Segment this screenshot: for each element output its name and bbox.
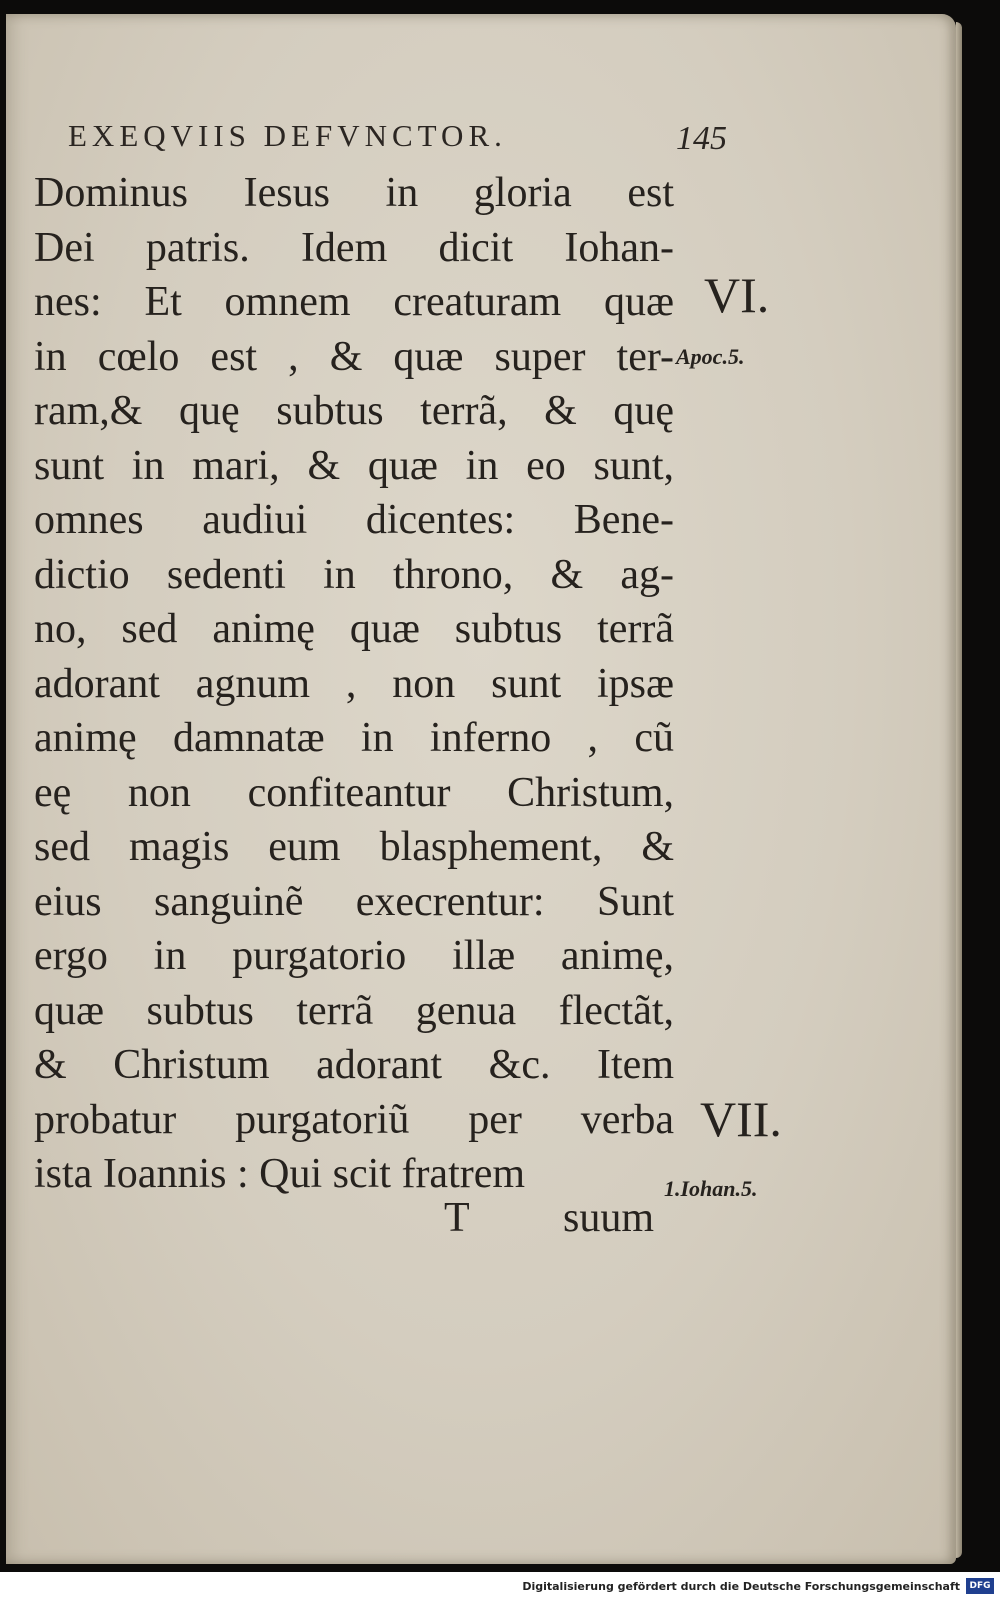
text-line: & Christum adorant &c. Item: [34, 1042, 674, 1088]
text-line: quæ subtus terrã genua flectãt,: [34, 987, 674, 1034]
body-text: [34, 166, 674, 1202]
text-line: Dei patris. Idem dicit Iohan-: [34, 224, 674, 271]
page-number: 145: [676, 120, 727, 157]
text-line: dictio sedenti in throno, & ag-: [34, 551, 674, 598]
text-line: ergo in purgatorio illæ animę,: [34, 933, 674, 979]
text-line: ram,& quę subtus terrã, & quę: [34, 388, 674, 434]
text-line: omnes audiui dicentes: Bene-: [34, 497, 674, 543]
text-line: no, sed animę quæ subtus terrã: [34, 606, 674, 652]
text-line: Dominus Iesus in gloria est: [34, 170, 674, 216]
text-line: eius sanguinẽ execrentur: Sunt: [34, 878, 674, 925]
catch-row: [34, 1190, 674, 1246]
text-line: sed magis eum blasphement, &: [34, 824, 674, 870]
text-line: nes: Et omnem creaturam quæ: [34, 279, 674, 325]
text-line: ista Ioannis : Qui scit fratrem: [34, 1151, 526, 1197]
text-line: in cœlo est , & quæ super ter-: [34, 333, 674, 380]
text-line: adorant agnum , non sunt ipsæ: [34, 660, 674, 707]
footer-bar: [0, 1572, 1000, 1603]
footer-credit: Digitalisierung gefördert durch die Deutsche Forschungsgemeinschaft: [522, 1580, 960, 1593]
page-edge: [956, 22, 962, 1558]
running-head: EXEQVIIS DEFVNCTOR.: [68, 118, 507, 153]
text-line: animę damnatæ in inferno , cũ: [34, 715, 674, 761]
text-line: sunt in mari, & quæ in eo sunt,: [34, 442, 674, 489]
dfg-logo-icon: DFG: [966, 1578, 994, 1594]
text-line: probatur purgatoriũ per verba: [34, 1096, 674, 1143]
margin-numeral-vi: VI.: [704, 267, 770, 323]
margin-numeral-vii: VII.: [700, 1091, 782, 1147]
signature-mark: T: [444, 1195, 470, 1241]
catchword: suum: [562, 1195, 654, 1241]
margin-ref-apoc: Apoc.5.: [676, 344, 745, 369]
text-line: eę non confiteantur Christum,: [34, 769, 674, 816]
margin-ref-iohan: 1.Iohan.5.: [664, 1176, 758, 1201]
